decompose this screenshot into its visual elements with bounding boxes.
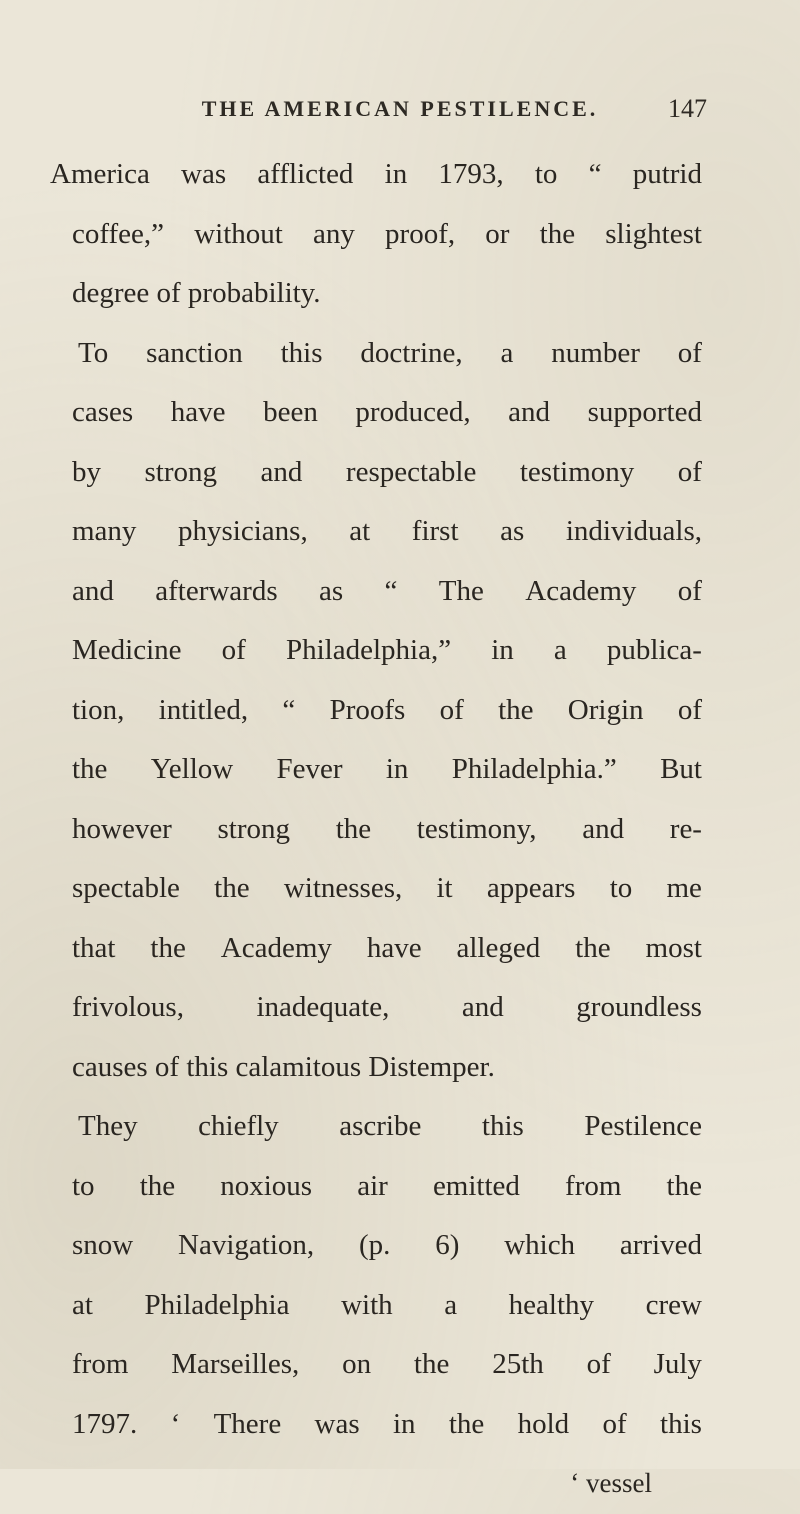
word: was [314, 1407, 360, 1440]
word: most [645, 931, 702, 964]
word: sanction [146, 336, 243, 369]
word: proof, [385, 217, 456, 250]
running-title: THE AMERICAN PESTILENCE. [201, 96, 599, 121]
word: which [504, 1229, 576, 1261]
word: ascribe [339, 1110, 422, 1142]
word: Proofs [329, 693, 406, 726]
word: afterwards [155, 574, 278, 607]
word: a [500, 336, 514, 369]
word: as [500, 515, 525, 547]
word: slightest [605, 217, 702, 250]
word: strong [217, 812, 291, 845]
word: 1793, [438, 158, 504, 190]
word: from [565, 1169, 622, 1202]
word: 25th [492, 1348, 544, 1380]
word: at [349, 515, 371, 547]
word: of [221, 634, 246, 666]
word: the [72, 753, 108, 785]
word: at [72, 1288, 93, 1321]
text-line [50, 919, 702, 979]
word: to [72, 1169, 95, 1202]
word: Medicine [72, 634, 182, 666]
word: (p. [358, 1229, 391, 1261]
word: by [72, 455, 101, 488]
word: as [319, 574, 344, 607]
word: of [677, 336, 702, 369]
word: of [586, 1348, 611, 1380]
word: and [508, 396, 551, 428]
word: Philadelphia.” [451, 753, 617, 785]
word: Navigation, [178, 1229, 315, 1261]
word: tion, [72, 693, 125, 726]
word: “ [282, 693, 296, 726]
text-line: causes of this calamitous Distemper. [72, 1050, 495, 1083]
word: of [677, 574, 702, 607]
word: that [72, 931, 116, 964]
word: intitled, [158, 693, 249, 726]
word: snow [72, 1229, 134, 1261]
word: this [481, 1110, 524, 1142]
word: Origin [567, 693, 644, 726]
word: the [139, 1169, 176, 1202]
word: without [194, 217, 283, 250]
word: witnesses, [283, 872, 403, 904]
word: however [72, 812, 172, 845]
text-line [50, 145, 702, 205]
word: healthy [508, 1288, 595, 1321]
word: testimony [519, 455, 635, 488]
word: and [72, 574, 114, 607]
word: the [335, 812, 372, 845]
text-line: degree of probability. [72, 277, 321, 309]
word: groundless [576, 991, 702, 1023]
text-line [50, 443, 702, 503]
text-line [50, 1395, 702, 1455]
word: doctrine, [360, 336, 463, 369]
text-line [50, 562, 702, 622]
word: Academy [220, 931, 332, 964]
word: the [498, 693, 534, 726]
word: and [461, 991, 504, 1023]
word: in [392, 1407, 416, 1440]
word: with [341, 1288, 393, 1321]
catchword: ‘ vessel [570, 1468, 652, 1498]
word: it [436, 872, 453, 904]
word: to [609, 872, 633, 904]
word: the [575, 931, 611, 964]
word: supported [587, 396, 702, 428]
word: to [534, 158, 558, 190]
word: inadequate, [256, 991, 390, 1023]
word: coffee,” [72, 217, 165, 250]
word: number [551, 336, 640, 369]
word: of [677, 455, 702, 488]
word: There [213, 1407, 282, 1440]
word: and [582, 812, 625, 845]
text-line [50, 740, 702, 800]
word: chiefly [198, 1110, 279, 1142]
word: Fever [276, 753, 343, 785]
word: re- [669, 812, 702, 845]
word: the [666, 1169, 702, 1202]
word: of [677, 693, 702, 726]
word: America [50, 158, 150, 190]
text-line [50, 502, 702, 562]
word: “ [384, 574, 398, 607]
word: of [439, 693, 464, 726]
word: any [313, 217, 355, 250]
word: the [539, 217, 576, 250]
word: and [260, 455, 303, 488]
word: been [263, 396, 318, 428]
word: this [280, 336, 323, 369]
text-line [50, 1335, 702, 1395]
word: But [660, 753, 702, 785]
word: arrived [619, 1229, 702, 1261]
word: the [150, 931, 186, 964]
word: Academy [525, 574, 637, 607]
word: me [666, 872, 702, 904]
text-line [50, 1216, 702, 1276]
text-line [50, 978, 702, 1038]
word: from [72, 1348, 129, 1380]
word: publica- [606, 634, 702, 666]
word: alleged [456, 931, 541, 964]
word: 1797. [72, 1407, 138, 1440]
text-line [50, 383, 702, 443]
body-text [50, 145, 702, 1514]
word: first [411, 515, 459, 547]
word: strong [144, 455, 218, 488]
word: noxious [220, 1169, 313, 1202]
word: of [602, 1407, 627, 1440]
word: this [660, 1407, 702, 1440]
word: “ [588, 158, 602, 190]
word: Marseilles, [171, 1348, 300, 1380]
word: Philadelphia [144, 1288, 290, 1321]
text-line [50, 1276, 702, 1336]
word: afflicted [257, 158, 354, 190]
word: in [385, 753, 409, 785]
word: many [72, 515, 137, 547]
word: ‘ [170, 1407, 181, 1440]
word: 6) [435, 1229, 460, 1261]
text-line [50, 1157, 702, 1217]
word: or [485, 217, 510, 250]
page-number: 147 [668, 94, 707, 123]
word: emitted [432, 1169, 520, 1202]
word: spectable [72, 872, 180, 904]
word: have [366, 931, 422, 964]
word: on [342, 1348, 372, 1380]
word: Philadelphia,” [285, 634, 452, 666]
word: The [438, 574, 484, 607]
text-line [50, 681, 702, 741]
word: physicians, [178, 515, 308, 547]
word: hold [517, 1407, 570, 1440]
word: a [444, 1288, 458, 1321]
word: have [170, 396, 226, 428]
word: air [357, 1169, 388, 1202]
word: a [553, 634, 567, 666]
word: in [384, 158, 408, 190]
text-line [50, 1097, 702, 1157]
word: cases [72, 396, 134, 428]
text-line [50, 205, 702, 265]
word: testimony, [416, 812, 537, 845]
word: crew [645, 1288, 702, 1321]
word: the [448, 1407, 485, 1440]
text-line [50, 324, 702, 384]
word: was [181, 158, 227, 190]
word: the [413, 1348, 450, 1380]
word: putrid [632, 158, 702, 190]
word: individuals, [565, 515, 702, 547]
word: respectable [345, 455, 477, 488]
text-line [50, 621, 702, 681]
word: Yellow [150, 753, 234, 785]
word: July [653, 1348, 702, 1380]
text-line [50, 800, 702, 860]
word: in [491, 634, 514, 666]
word: produced, [355, 396, 471, 428]
text-line [50, 859, 702, 919]
word: They [78, 1110, 138, 1142]
word: To [78, 336, 109, 369]
word: Pestilence [584, 1110, 702, 1142]
word: appears [486, 872, 576, 904]
word: the [214, 872, 250, 904]
word: frivolous, [72, 991, 184, 1023]
